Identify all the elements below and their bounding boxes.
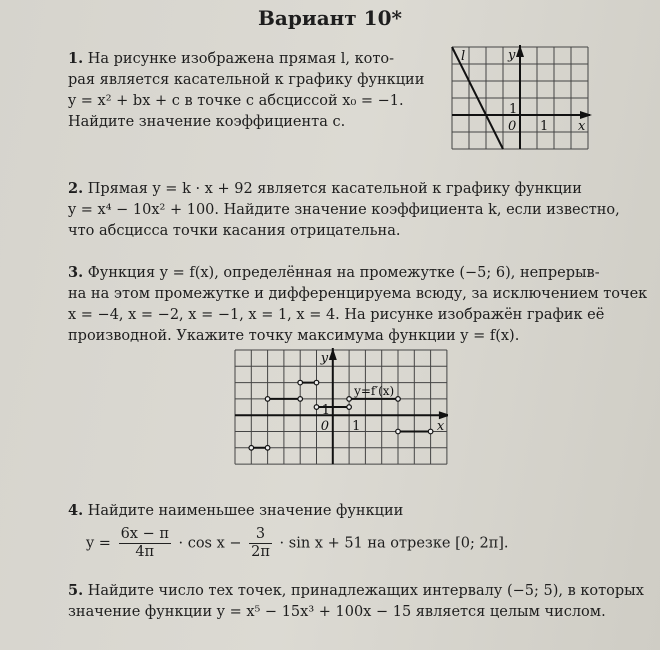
x-unit-label: 1 xyxy=(540,119,549,134)
open-point xyxy=(314,380,319,385)
x-arrow-icon xyxy=(580,111,592,119)
problem-4: 4. Найдите наименьшее значение функции y = $\frac{6x - \pi}{4\pi}$ · cos x − $\frac{3}{2\pi}$ · sin x + 51 на отрезке [0; 2π]. xyxy=(68,502,509,560)
open-point xyxy=(347,405,352,410)
y-axis-label: y xyxy=(508,48,516,63)
problem-2: 2. Прямая y = k · x + 92 является касательной к графику функции y = x⁴ − 10x² + 100. Найдите значение коэффициента k, если известно, что абсцисса точки касания отрицательна. xyxy=(68,180,620,239)
open-point xyxy=(314,405,319,410)
open-point xyxy=(265,397,270,402)
derivative-graph xyxy=(233,348,448,466)
y-axis-label: y xyxy=(320,351,329,366)
open-point xyxy=(396,429,401,434)
open-point xyxy=(298,397,303,402)
y-unit-label: 1 xyxy=(509,102,518,117)
function-label: y=f′(x) xyxy=(354,383,395,398)
open-point xyxy=(249,446,254,451)
open-point xyxy=(428,429,433,434)
x-unit-label: 1 xyxy=(352,419,361,435)
problem-number: 1. xyxy=(68,50,84,67)
tangent-line-graph xyxy=(450,45,592,150)
line-label: l xyxy=(461,49,466,64)
origin-label: 0 xyxy=(508,119,517,134)
origin-label: 0 xyxy=(320,419,330,435)
problem-3: 3. Функция y = f(x), определённая на промежутке (−5; 6), непрерыв- на на этом промежутке и дифференцируема всюду, за исключением точек x = −4, x = −2, x = −1, x = 1, x = 4. На рисунке изображён график её производной. Укажите точку максимума функции y = f(x). xyxy=(68,264,648,344)
problem-5: 5. Найдите число тех точек, принадлежащих интервалу (−5; 5), в которых значение функции y = x⁵ − 15x³ + 100x − 15 является целым числом. xyxy=(68,582,644,620)
y-unit-label: 1 xyxy=(321,402,331,418)
variant-title: Вариант 10* xyxy=(258,6,402,30)
open-point xyxy=(347,397,352,402)
open-point xyxy=(396,397,401,402)
problem-1: 1. На рисунке изображена прямая l, кото- рая является касательной к графику функции y = x² + bx + c в точке с абсциссой x₀ = −1. Найдите значение коэффициента c. xyxy=(68,50,425,130)
x-axis-label: x xyxy=(578,119,586,134)
x-axis-label: x xyxy=(436,419,445,435)
open-point xyxy=(298,380,303,385)
open-point xyxy=(265,446,270,451)
